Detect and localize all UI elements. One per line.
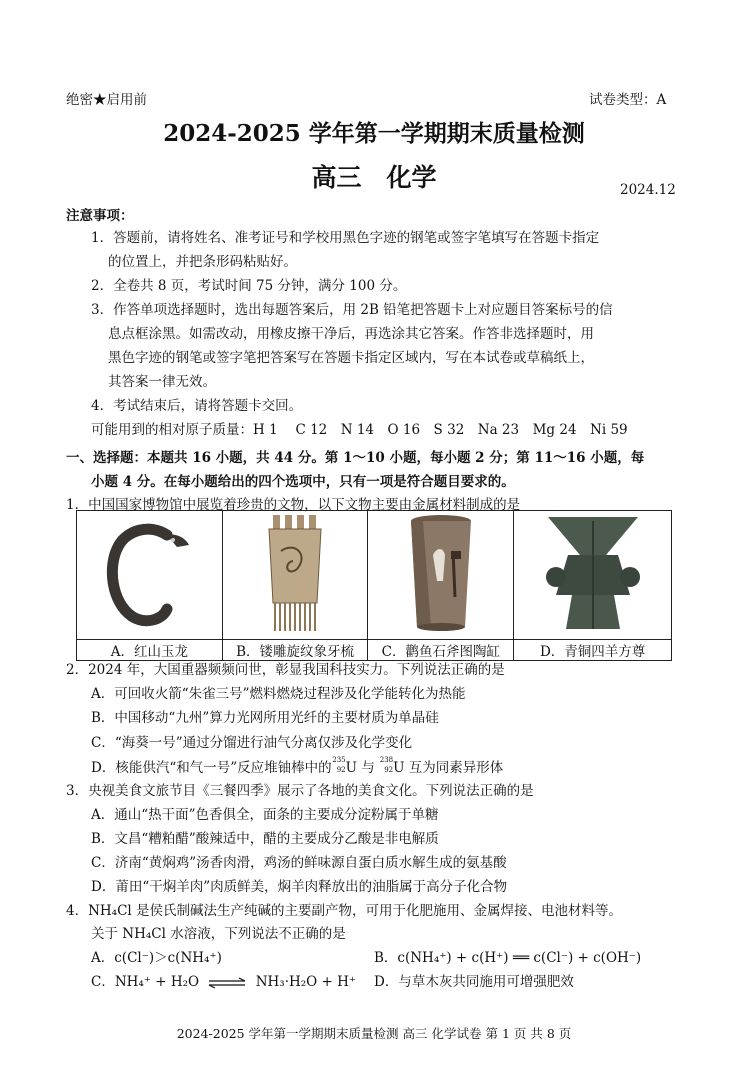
note-line: 其答案一律无效。 (108, 374, 216, 390)
q4-option-d[interactable]: D．与草木灰共同施用可增强肥效 (374, 974, 574, 990)
exam-title: 2024-2025 学年第一学期期末质量检测 (163, 120, 585, 147)
q4-option-a[interactable]: A．c(Cl⁻)＞c(NH₄⁺) (91, 950, 222, 966)
isotope-mass: 238 (379, 756, 394, 764)
section-heading: 一、选择题：本题共 16 小题，共 44 分。第 1～10 小题，每小题 2 分；第 11～16 小题，每 (66, 450, 645, 466)
uranium-symbol: U (393, 760, 405, 776)
question-3-stem: 3．央视美食文旅节目《三餐四季》展示了各地的美食文化。下列说法正确的是 (66, 783, 534, 799)
question-1-stem: 1．中国国家博物馆中展览着珍贵的文物，以下文物主要由金属材料制成的是 (66, 497, 521, 513)
q3-option-a[interactable]: A．通山“热干面”色香俱全，面条的主要成分淀粉属于单糖 (91, 807, 439, 823)
paper-type-label: 试卷类型：A (589, 92, 667, 108)
q2-option-b[interactable]: B．中国移动“九州”算力光网所用光纤的主要材质为单晶硅 (91, 710, 439, 726)
q3-option-d[interactable]: D．莆田“干焖羊肉”肉质鲜美，焖羊肉释放出的油脂属于高分子化合物 (91, 879, 508, 895)
note-line: 的位置上，并把条形码粘贴好。 (108, 254, 297, 270)
q1-option-d[interactable]: D．青铜四羊方尊 (514, 640, 672, 661)
notes-heading: 注意事项： (66, 208, 134, 224)
q4-option-c-left: C．NH₄⁺ + H₂O (91, 974, 200, 990)
q2-option-c[interactable]: C．“海葵一号”通过分馏进行油气分离仅涉及化学变化 (91, 735, 413, 751)
pottery-jar-image (368, 511, 514, 640)
note-line: 3．作答单项选择题时，选出每题答案后，用 2B 铅笔把答题卡上对应题目答案标号的信 (91, 302, 613, 318)
q4-option-c-right: NH₃·H₂O + H⁺ (255, 974, 357, 990)
q2-option-d[interactable] (91, 756, 503, 776)
bronze-zun-image (514, 511, 672, 640)
note-line: 2．全卷共 8 页，考试时间 75 分钟，满分 100 分。 (91, 278, 407, 294)
q1-option-table (76, 510, 672, 661)
q1-option-b[interactable]: B．镂雕旋纹象牙梳 (222, 640, 368, 661)
q1-option-c[interactable]: C．鹳鱼石斧图陶缸 (368, 640, 514, 661)
uranium-symbol: U (345, 760, 358, 776)
q3-option-b[interactable]: B．文昌“糟粕醋”酸辣适中，醋的主要成分乙酸是非电解质 (91, 831, 439, 847)
note-line: 1．答题前，请将姓名、准考证号和学校用黑色字迹的钢笔或签字笔填写在答题卡指定 (91, 230, 600, 246)
isotope-prefix (332, 756, 346, 774)
note-line: 息点框涂黑。如需改动，用橡皮擦干净后，再选涂其它答案。作答非选择题时，用 (108, 326, 594, 342)
exam-subtitle: 高三 化学 (311, 163, 437, 192)
page-footer: 2024-2025 学年第一学期期末质量检测 高三 化学试卷 第 1 页 共 8 页 (176, 1026, 572, 1041)
q2-option-a[interactable]: A．可回收火箭“朱雀三号”燃料燃烧过程涉及化学能转化为热能 (91, 686, 466, 702)
isotope-z: 92 (384, 766, 394, 774)
question-4-stem-cont: 关于 NH₄Cl 水溶液，下列说法不正确的是 (91, 926, 346, 942)
note-line: 黑色字迹的钢笔或签字笔把答案写在答题卡指定区域内，写在本试卷或草稿纸上， (108, 350, 594, 366)
jade-dragon-image (77, 511, 223, 640)
q2-option-d-text: 与 (357, 760, 380, 776)
q4-option-b[interactable]: B．c(NH₄⁺) + c(H⁺) ══ c(Cl⁻) + c(OH⁻) (374, 950, 642, 966)
exam-date: 2024.12 (620, 182, 676, 198)
question-2-stem: 2．2024 年，大国重器频频问世，彰显我国科技实力。下列说法正确的是 (66, 662, 505, 678)
q1-option-a[interactable]: A．红山玉龙 (77, 640, 223, 661)
note-line: 4．考试结束后，请将答题卡交回。 (91, 398, 303, 414)
equilibrium-arrow-icon (207, 977, 247, 989)
isotope-mass: 235 (332, 756, 346, 764)
q2-option-d-text: 互为同素异形体 (404, 760, 504, 776)
q4-option-c[interactable] (91, 970, 356, 990)
ivory-comb-image (222, 511, 368, 640)
isotope-prefix (379, 756, 394, 774)
q3-option-c[interactable]: C．济南“黄焖鸡”汤香肉滑，鸡汤的鲜味源自蛋白质水解生成的氨基酸 (91, 855, 507, 871)
atomic-masses: 可能用到的相对原子质量：H 1 C 12 N 14 O 16 S 32 Na 23 Mg 24 Ni 59 (91, 422, 628, 438)
question-4-stem: 4．NH₄Cl 是侯氏制碱法生产纯碱的主要副产物，可用于化肥施用、金属焊接、电池材料等。 (66, 903, 623, 919)
isotope-z: 92 (336, 766, 346, 774)
confidential-label: 绝密★启用前 (66, 92, 147, 108)
section-heading-cont: 小题 4 分。在每小题给出的四个选项中，只有一项是符合题目要求的。 (91, 474, 515, 490)
q2-option-d-text: D．核能供汽“和气一号”反应堆铀棒中的 (91, 760, 332, 776)
